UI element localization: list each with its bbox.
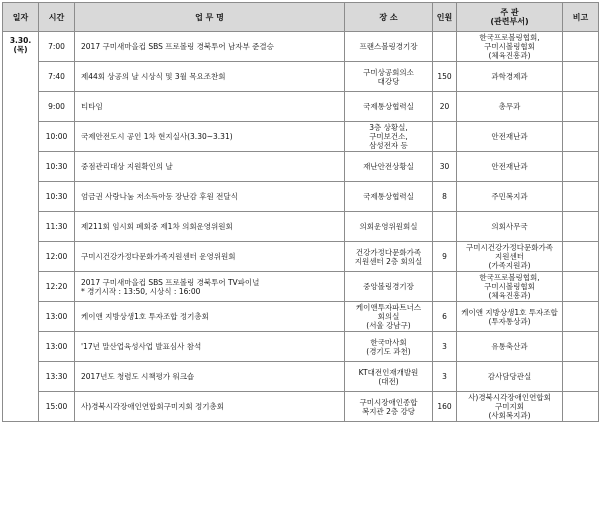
schedule-body: [3, 32, 599, 422]
time-cell: 13:30: [39, 362, 75, 392]
time-cell: 10:30: [39, 152, 75, 182]
count-cell: 6: [433, 302, 457, 332]
header-organizer-sub: (관련부서): [490, 17, 529, 26]
place-cell: [345, 62, 433, 92]
schedule-table: [2, 2, 599, 422]
task-line: 제44회 상공의 날 시상식 및 3월 목요조찬회: [81, 72, 226, 81]
organizer-line: (가족지원과): [488, 261, 531, 270]
task-cell: [75, 182, 345, 212]
time-cell: 7:00: [39, 32, 75, 62]
header-note: 비고: [563, 3, 599, 32]
place-line: 회의실: [377, 312, 400, 321]
place-line: 대강당: [377, 76, 400, 86]
organizer-line: 지원센터: [495, 252, 524, 261]
organizer-cell: [457, 92, 563, 122]
organizer-line: 케이앤 지방상생1호 투자조합: [461, 307, 558, 317]
place-line: 중앙볼링경기장: [363, 282, 414, 291]
organizer-cell: [457, 332, 563, 362]
organizer-cell: [457, 302, 563, 332]
task-line: 제211회 임시회 폐회중 제1차 의회운영위원회: [81, 222, 233, 231]
place-line: (서울 강남구): [366, 321, 411, 330]
organizer-line: 의회사무국: [491, 222, 528, 231]
count-cell: [433, 32, 457, 62]
organizer-cell: [457, 62, 563, 92]
note-cell: [563, 362, 599, 392]
task-line: 2017년도 청렴도 시책평가 워크숍: [81, 372, 195, 381]
count-cell: 3: [433, 332, 457, 362]
count-cell: 8: [433, 182, 457, 212]
count-cell: 3: [433, 362, 457, 392]
place-cell: [345, 242, 433, 272]
place-cell: [345, 92, 433, 122]
place-line: 삼성전자 등: [369, 141, 408, 150]
task-line: 국제안전도시 공인 1차 현지실사(3.30~3.31): [81, 132, 233, 141]
note-cell: [563, 332, 599, 362]
organizer-line: 한국프로볼링협회,: [479, 33, 540, 42]
task-line: 사)경북시각장애인연합회구미지회 정기총회: [81, 402, 224, 411]
task-cell: [75, 362, 345, 392]
count-cell: [433, 212, 457, 242]
note-cell: [563, 122, 599, 152]
place-line: 한국마사회: [370, 337, 407, 347]
organizer-cell: [457, 182, 563, 212]
table-row: [3, 92, 599, 122]
organizer-cell: [457, 272, 563, 302]
place-line: 의회운영위원회실: [359, 222, 418, 231]
place-cell: [345, 362, 433, 392]
task-line: '17년 말산업육성사업 발표심사 참석: [81, 342, 202, 351]
place-cell: [345, 152, 433, 182]
count-cell: [433, 122, 457, 152]
organizer-line: 한국프로볼링협회,: [479, 273, 540, 282]
time-cell: 10:00: [39, 122, 75, 152]
place-cell: [345, 392, 433, 422]
task-cell: [75, 32, 345, 62]
table-row: [3, 122, 599, 152]
count-cell: 160: [433, 392, 457, 422]
place-cell: [345, 272, 433, 302]
organizer-line: 구미지회: [495, 402, 524, 411]
table-row: [3, 152, 599, 182]
date-cell: [3, 32, 39, 422]
note-cell: [563, 242, 599, 272]
table-row: [3, 212, 599, 242]
organizer-line: 사)경북시각장애인연합회: [468, 393, 551, 402]
organizer-line: 안전재난과: [491, 132, 528, 141]
place-cell: [345, 212, 433, 242]
note-cell: [563, 182, 599, 212]
table-row: [3, 302, 599, 332]
place-cell: [345, 32, 433, 62]
place-cell: [345, 302, 433, 332]
task-cell: [75, 392, 345, 422]
organizer-line: (체육진흥과): [488, 51, 531, 60]
task-cell: [75, 62, 345, 92]
note-cell: [563, 302, 599, 332]
time-cell: 10:30: [39, 182, 75, 212]
time-cell: 11:30: [39, 212, 75, 242]
place-line: (경기도 과천): [366, 346, 411, 356]
place-line: 구미상공회의소: [363, 67, 414, 77]
place-line: 3층 상황실,: [369, 123, 408, 132]
time-cell: 9:00: [39, 92, 75, 122]
date-weekday: (목): [13, 45, 28, 54]
organizer-line: (체육진흥과): [488, 291, 531, 300]
task-line: 2017 구미새마을컵 SBS 프로볼링 경북투어 남자부 준결승: [81, 42, 274, 51]
time-cell: 15:00: [39, 392, 75, 422]
task-cell: [75, 272, 345, 302]
organizer-line: (투자통상과): [488, 316, 531, 326]
organizer-cell: [457, 152, 563, 182]
header-organizer-main: 주 관: [500, 8, 519, 17]
table-row: [3, 32, 599, 62]
header-row: [3, 3, 599, 32]
table-row: [3, 62, 599, 92]
task-line: 엄금권 사랑나눔 저소득아동 장난감 후원 전달식: [81, 192, 238, 201]
table-row: [3, 362, 599, 392]
task-cell: [75, 302, 345, 332]
table-row: [3, 392, 599, 422]
schedule-document: [2, 2, 598, 530]
note-cell: [563, 92, 599, 122]
time-cell: 12:00: [39, 242, 75, 272]
organizer-line: (사회복지과): [488, 411, 531, 420]
organizer-line: 안전재난과: [491, 162, 528, 171]
place-cell: [345, 122, 433, 152]
task-line: 티타임: [81, 102, 103, 111]
header-time: 시간: [39, 3, 75, 32]
note-cell: [563, 272, 599, 302]
task-line: 2017 구미새마을컵 SBS 프로볼링 경북투어 TV파이널: [81, 277, 260, 287]
task-line: 케이앤 지방상생1호 투자조합 정기총회: [81, 312, 209, 321]
task-cell: [75, 332, 345, 362]
place-line: 국제통상협력실: [363, 102, 414, 111]
header-organizer: [457, 3, 563, 32]
count-cell: [433, 272, 457, 302]
task-cell: [75, 92, 345, 122]
organizer-cell: [457, 212, 563, 242]
organizer-cell: [457, 122, 563, 152]
count-cell: 20: [433, 92, 457, 122]
place-cell: [345, 332, 433, 362]
table-row: [3, 242, 599, 272]
organizer-line: 총무과: [498, 102, 521, 111]
table-row: [3, 272, 599, 302]
organizer-line: 과학경제과: [491, 72, 528, 81]
task-cell: [75, 122, 345, 152]
organizer-line: 구미시건강가정다문화가족: [466, 243, 553, 252]
task-line: * 경기시작 : 13:50, 시상식 : 16:00: [81, 286, 201, 296]
organizer-line: 감사담당관실: [487, 372, 532, 381]
place-line: (대전): [378, 376, 399, 386]
organizer-line: 구미시볼링협회: [484, 282, 535, 291]
task-cell: [75, 242, 345, 272]
task-line: 중점관리대상 지원확인의 날: [81, 162, 173, 171]
table-row: [3, 182, 599, 212]
place-line: 구미보건소,: [369, 132, 408, 141]
header-task: 업 무 명: [75, 3, 345, 32]
note-cell: [563, 212, 599, 242]
note-cell: [563, 32, 599, 62]
organizer-line: 유통축산과: [491, 342, 528, 351]
time-cell: 13:00: [39, 302, 75, 332]
note-cell: [563, 392, 599, 422]
count-cell: 30: [433, 152, 457, 182]
place-line: 재난안전상황실: [363, 162, 414, 171]
place-line: 케이앤투자파트너스: [355, 303, 422, 312]
count-cell: 9: [433, 242, 457, 272]
task-cell: [75, 152, 345, 182]
count-cell: 150: [433, 62, 457, 92]
organizer-cell: [457, 32, 563, 62]
date-day: 3.30.: [9, 36, 32, 45]
header-date: 일자: [3, 3, 39, 32]
note-cell: [563, 62, 599, 92]
task-cell: [75, 212, 345, 242]
table-row: [3, 332, 599, 362]
task-line: 구미시건강가정다문화가족지원센터 운영위원회: [81, 252, 236, 261]
organizer-cell: [457, 242, 563, 272]
header-place: 장 소: [345, 3, 433, 32]
organizer-cell: [457, 392, 563, 422]
time-cell: 13:00: [39, 332, 75, 362]
time-cell: 12:20: [39, 272, 75, 302]
place-cell: [345, 182, 433, 212]
organizer-line: 구미시볼링협회: [484, 42, 535, 51]
place-line: 지원센터 2층 회의실: [354, 256, 423, 266]
note-cell: [563, 152, 599, 182]
place-line: 복지관 2층 강당: [361, 406, 415, 416]
organizer-cell: [457, 362, 563, 392]
header-count: 인원: [433, 3, 457, 32]
place-line: 국제통상협력실: [363, 192, 414, 201]
organizer-line: 주민복지과: [491, 192, 528, 201]
place-line: 프랜스볼링경기장: [359, 42, 418, 51]
place-line: 구미시장애인종합: [359, 397, 418, 407]
place-line: KT대전인재개발원: [358, 367, 419, 377]
place-line: 건강가정다문화가족: [355, 247, 422, 257]
time-cell: 7:40: [39, 62, 75, 92]
